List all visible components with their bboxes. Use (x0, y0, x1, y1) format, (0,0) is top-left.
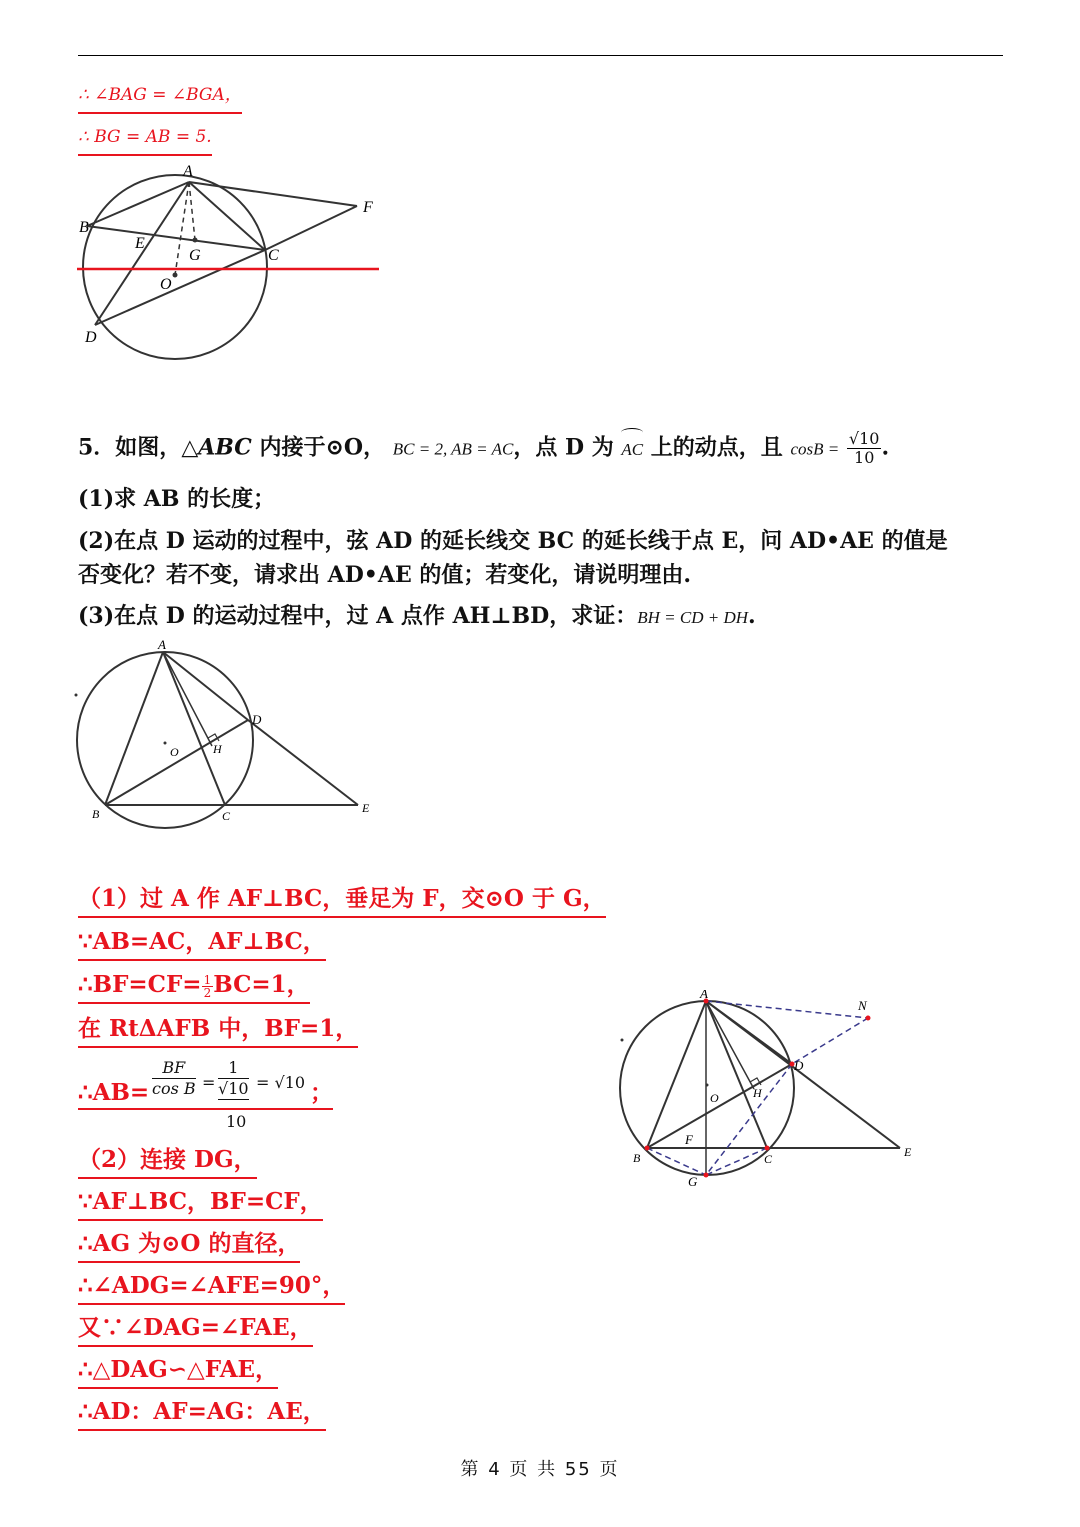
cos-b-num: √10 (848, 429, 880, 448)
cos-b-fraction (847, 430, 882, 467)
solution-step-3 (78, 970, 310, 1004)
s5-result: = √10 (256, 1073, 306, 1092)
fig2-label-o: O (170, 745, 179, 759)
cos-b-den: 10 (854, 448, 875, 467)
s5-pre: ∴AB= (78, 1079, 150, 1106)
fig3-label-e: E (904, 1145, 912, 1159)
figure-3-circle-diagram (610, 990, 920, 1190)
fig3-label-b: B (633, 1151, 641, 1165)
cos-b-label: cosB = (790, 439, 840, 459)
solution-step-8: ∴AG 为⊙O 的直径， (78, 1229, 300, 1263)
question-2-line-2: 否变化？若不变，请求出 AD•AE 的值；若变化，请说明理由. (78, 562, 692, 588)
question-1: (1)求 AB 的长度； (78, 486, 276, 512)
solution-step-7: ∵AF⊥BC，BF=CF， (78, 1187, 323, 1221)
header-rule (78, 55, 1003, 56)
inscribed-text: 内接于⊙O， (251, 434, 386, 461)
solution-line-bg-ab: ∴ BG = AB = 5. (78, 122, 212, 156)
solution-step-6: （2）连接 DG， (78, 1145, 257, 1179)
frac-bf-cosb (152, 1058, 196, 1099)
s3-post: BC=1， (213, 971, 310, 998)
fig1-label-d: D (85, 329, 97, 346)
fig1-label-b: B (79, 219, 89, 236)
frac-1-sqrt10 (218, 1058, 249, 1100)
half-den: 2 (203, 985, 212, 1000)
question-3-end: . (748, 603, 756, 629)
fig3-label-c: C (764, 1152, 773, 1166)
fig3-label-o: O (710, 1091, 719, 1105)
fig2-label-c: C (222, 809, 231, 823)
frac-bf: BF (152, 1058, 196, 1079)
fig3-label-g: G (688, 1174, 698, 1189)
arc-ac-label: AC (621, 439, 644, 459)
half-fraction (202, 974, 214, 999)
fig3-label-d: D (794, 1058, 804, 1073)
solution-step-11: ∴△DAG∽△FAE， (78, 1355, 278, 1389)
problem-number: 5．如图， (78, 434, 182, 461)
fig1-label-e: E (135, 235, 145, 252)
condition-math: BC = 2, AB = AC (392, 439, 514, 459)
fig1-label-f: F (363, 199, 373, 216)
arc-ac (621, 434, 643, 466)
frac2-den: √10 (218, 1079, 249, 1098)
frac2-num: 1 (218, 1058, 249, 1079)
page-footer: 第 4 页 共 55 页 (460, 1459, 620, 1480)
fig1-label-g: G (189, 247, 201, 264)
question-3-math: BH = CD + DH (637, 608, 748, 627)
solution-step-9: ∴∠ADG=∠AFE=90°， (78, 1271, 345, 1305)
s3-pre: ∴BF=CF= (78, 971, 202, 998)
problem-5-stem (78, 430, 889, 467)
half-num: 1 (203, 972, 212, 987)
fig3-label-n: N (858, 998, 867, 1013)
frac2-inner-den: 10 (226, 1112, 247, 1131)
triangle-abc: △ABC (181, 434, 252, 461)
solution-step-5 (78, 1058, 333, 1110)
fig2-label-e: E (362, 801, 370, 815)
frac-cosb: cos B (152, 1079, 196, 1098)
question-3 (78, 600, 756, 634)
point-d-text: ，点 D 为 (513, 434, 614, 461)
solution-step-2: ∵AB=AC，AF⊥BC， (78, 927, 326, 961)
solution-line-bag-bga: ∴ ∠BAG = ∠BGA， (78, 80, 242, 114)
arc-mark (621, 428, 643, 437)
fig1-label-o: O (160, 276, 172, 293)
moving-text: 上的动点，且 (643, 434, 783, 461)
figure-1-circle-diagram (75, 160, 395, 370)
fig2-label-a: A (158, 640, 166, 652)
fig1-label-c: C (268, 247, 279, 264)
fig2-label-h: H (213, 742, 222, 756)
question-2-line-1: (2)在点 D 运动的过程中，弦 AD 的延长线交 BC 的延长线于点 E，问 AD•AE 的值是 (78, 528, 948, 554)
solution-step-1: （1）过 A 作 AF⊥BC，垂足为 F，交⊙O 于 G， (78, 884, 606, 918)
question-3-text: (3)在点 D 的运动过程中，过 A 点作 AH⊥BD，求证： (78, 603, 638, 629)
stem-end: . (881, 434, 890, 461)
fig2-label-d: D (252, 712, 262, 727)
solution-step-10: 又∵∠DAG=∠FAE， (78, 1313, 313, 1347)
fig1-label-a: A (183, 163, 193, 180)
fig3-label-h: H (753, 1086, 762, 1100)
solution-step-12: ∴AD：AF=AG：AE， (78, 1397, 326, 1431)
solution-step-4: 在 RtΔAFB 中，BF=1， (78, 1014, 358, 1048)
s5-equals: = (202, 1073, 216, 1092)
figure-2-circle-diagram (70, 640, 390, 840)
fig3-label-a: A (700, 990, 708, 1001)
s5-end: ； (310, 1079, 333, 1106)
fig2-label-b: B (92, 807, 100, 821)
fig3-label-f: F (685, 1132, 693, 1147)
